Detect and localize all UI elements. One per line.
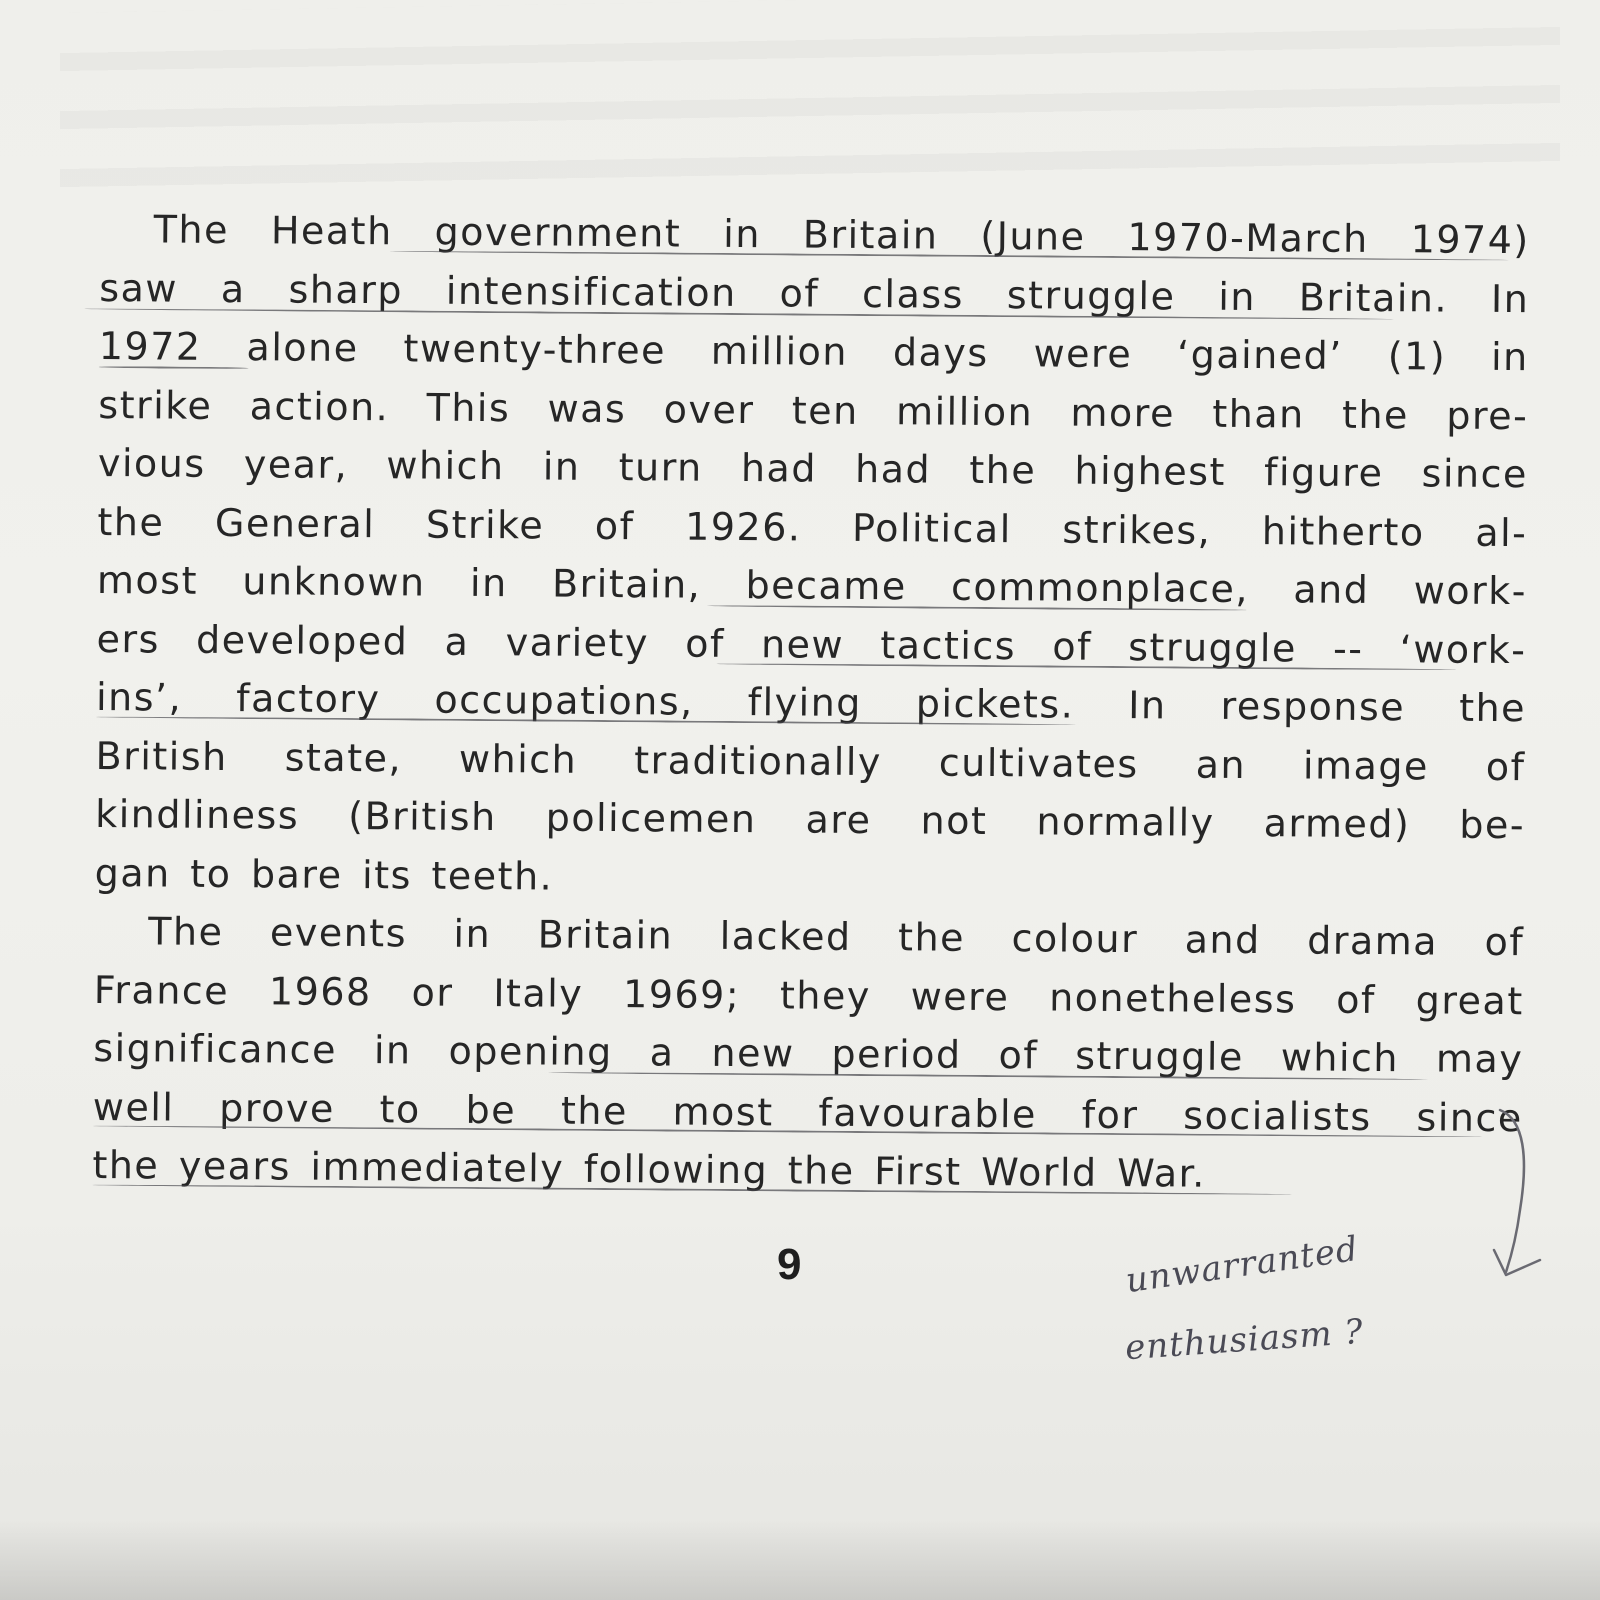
body-text	[92, 200, 1530, 1206]
text-line: 1972 alone twenty-three million days were ‘gained’ (1) in	[98, 323, 1529, 380]
text-line: ins’, factory occupations, flying pickets. In response the	[95, 674, 1527, 731]
pencil-arrow-icon	[1480, 1100, 1580, 1300]
text-line: well prove to be the most favourable for socialists since	[92, 1084, 1523, 1140]
text-line: The Heath government in Britain (June 1970-March 1974)	[153, 207, 1530, 263]
page-number: 9	[777, 1240, 802, 1289]
text-line: British state, which traditionally cultivates an image of	[95, 733, 1526, 789]
text-line: The events in Britain lacked the colour and drama of	[148, 909, 1525, 965]
text-line: France 1968 or Italy 1969; they were nonetheless of great	[93, 967, 1524, 1023]
page-shadow	[0, 1520, 1600, 1600]
text-line: gan to bare its teeth.	[94, 850, 554, 899]
text-line: the General Strike of 1926. Political strikes, hitherto al-	[97, 499, 1528, 555]
handwritten-note-line-1: unwarranted	[1123, 1228, 1362, 1302]
paragraph-2	[92, 902, 1524, 1206]
text-line: strike action. This was over ten million more than the pre-	[98, 382, 1529, 438]
text-line: saw a sharp intensification of class struggle in Britain. In	[99, 265, 1530, 321]
bleed-through-text	[60, 0, 1560, 203]
text-line: the years immediately following the First World War.	[92, 1142, 1207, 1196]
text-line: significance in opening a new period of struggle which may	[93, 1025, 1524, 1082]
text-line: vious year, which in turn had had the highest figure since	[97, 440, 1529, 497]
text-line: kindliness (British policemen are not normally armed) be-	[95, 791, 1526, 848]
paragraph-1	[94, 200, 1529, 913]
handwritten-note-line-2: enthusiasm ?	[1123, 1311, 1365, 1369]
text-line: ers developed a variety of new tactics of struggle -- ‘work-	[96, 616, 1527, 672]
text-line: most unknown in Britain, became commonplace, and work-	[96, 557, 1528, 614]
